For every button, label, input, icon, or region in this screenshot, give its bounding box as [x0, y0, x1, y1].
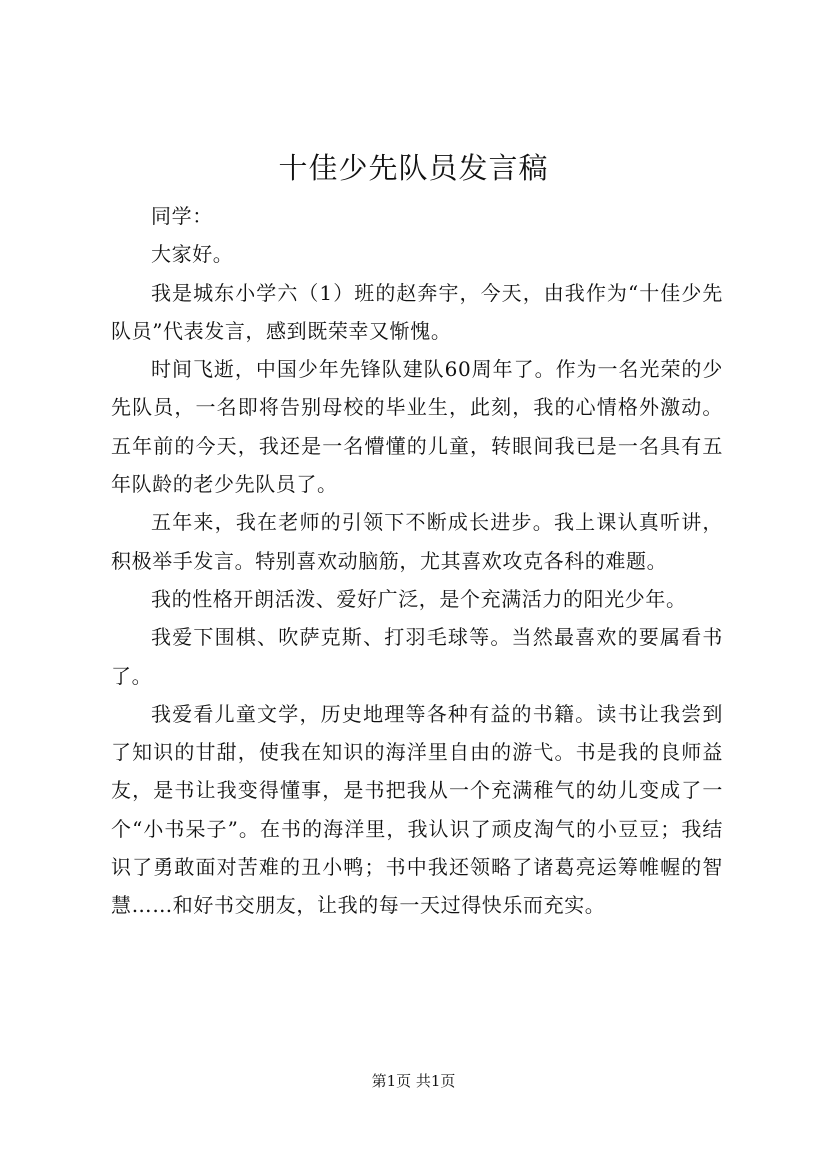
paragraph-hobbies: 我爱下围棋、吹萨克斯、打羽毛球等。当然最喜欢的要属看书了。 — [111, 625, 723, 688]
greeting: 大家好。 — [151, 242, 234, 267]
paragraph-introduction: 我是城东小学六（1）班的赵奔宇，今天，由我作为“十佳少先队员”代表发言，感到既荣幸又惭愧。 — [111, 280, 723, 343]
paragraph-personality: 我的性格开朗活泼、爱好广泛，是个充满活力的阳光少年。 — [151, 586, 687, 611]
paragraph-anniversary: 时间飞逝，中国少年先锋队建队60周年了。作为一名光荣的少先队员，一名即将告别母校的毕业生，此刻，我的心情格外激动。五年前的今天，我还是一名懵懂的儿童，转眼间我已是一名具有五年队龄的老少先队员了。 — [111, 357, 723, 497]
page-number-footer: 第1页 共1页 — [371, 1072, 456, 1090]
document-title: 十佳少先队员发言稿 — [278, 151, 549, 185]
salutation: 同学： — [151, 204, 213, 228]
paragraph-progress: 五年来，我在老师的引领下不断成长进步。我上课认真听讲，积极举手发言。特别喜欢动脑筋，尤其喜欢攻克各科的难题。 — [111, 510, 723, 573]
paragraph-reading: 我爱看儿童文学，历史地理等各种有益的书籍。读书让我尝到了知识的甘甜，使我在知识的海洋里自由的游弋。书是我的良师益友，是书让我变得懂事，是书把我从一个充满稚气的幼儿变成了一个“小书呆子”。在书的海洋里，我认识了顽皮淘气的小豆豆；我结识了勇敢面对苦难的丑小鸭；书中我还领略了诸葛亮运筹帷幄的智慧……和好书交朋友，让我的每一天过得快乐而充实。 — [111, 701, 723, 918]
document-body — [111, 197, 723, 925]
